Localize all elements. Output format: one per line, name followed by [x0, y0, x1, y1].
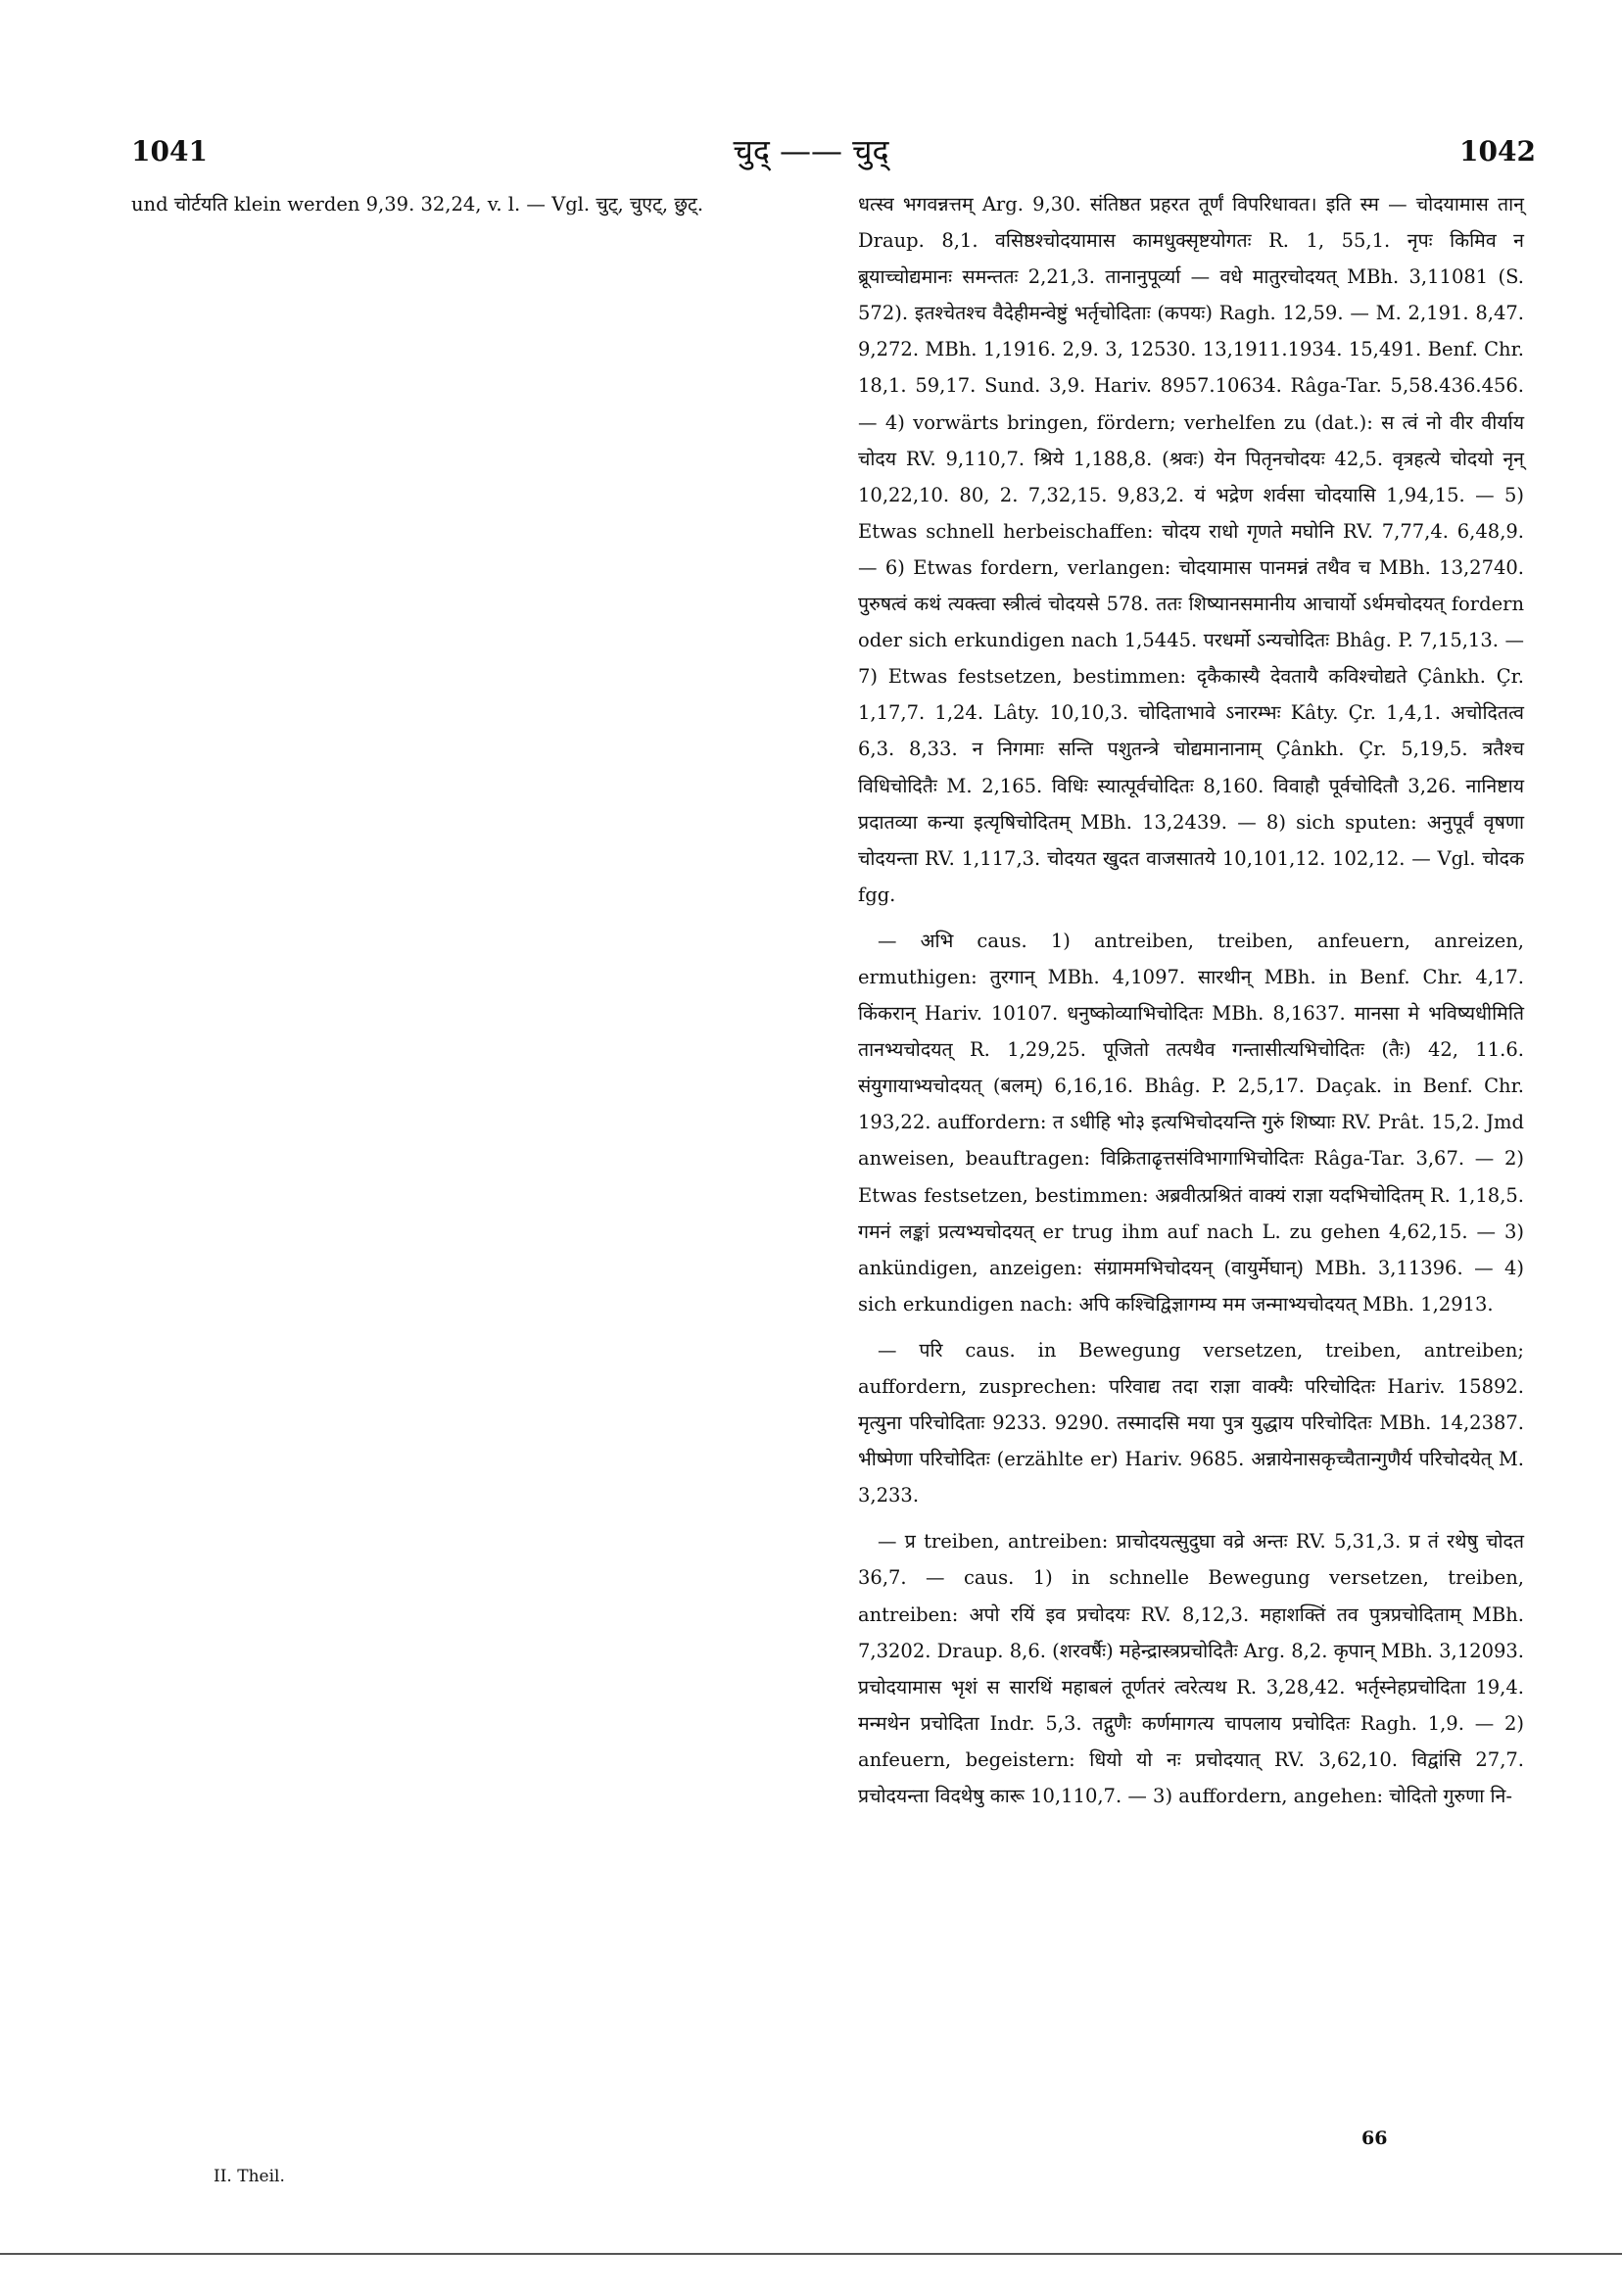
running-headword: चुद् —— चुद् — [733, 132, 889, 169]
entry-continuation: und चोर्टयति klein werden 9,39. 32,24, v. l. — Vgl. चुट्, चुएट्, छुट्. — [131, 193, 704, 215]
entry-continuation-right: धत्स्व भगवन्नत्तम् Arg. 9,30. संतिष्ठत प्रहरत तूर्णं विपरिधावत। इति स्म — चोदयामास तान् Draup. 8,1. वसिष्ठश्चोदयामास कामधुक्सृष्टयोगतः R. 1, 55,1. नृपः किमिव न ब्रूयाच्चोद्यमानः समन्ततः 2,21,3. तानानुपूर्व्या — वधे मातुरचोदयत् MBh. 3,11081 (S. 572). इतश्चेतश्च वैदेहीमन्वेष्टुं भर्तृचोदिताः (कपयः) Ragh. 12,59. — M. 2,191. 8,47. 9,272. MBh. 1,1916. 2,9. 3, 12530. 13,1911.1934. 15,491. Benf. Chr. 18,1. 59,17. Sund. 3,9. Hariv. 8957.10634. Râga-Tar. 5,58.436.456. — 4) vorwärts bringen, fördern; verhelfen zu (dat.): स त्वं नो वीर वीर्याय चोदय RV. 9,110,7. श्रिये 1,188,8. (श्रवः) येन पितृनचोदयः 42,5. वृत्रहत्ये चोदयो नृन् 10,22,10. 80, 2. 7,32,15. 9,83,2. यं भद्रेण शर्वसा चोदयासि 1,94,15. — 5) Etwas schnell herbeischaffen: चोदय राधो गृणते मघोनि RV. 7,77,4. 6,48,9. — 6) Etwas fordern, verlangen: चोदयामास पानमन्नं तथैव च MBh. 13,2740. पुरुषत्वं कथं त्यक्त्वा स्त्रीत्वं चोदयसे 578. ततः शिष्यानसमानीय आचार्यो ऽर्थमचोदयत् fordern oder sich erkundigen nach 1,5445. परधर्मो ऽन्यचोदितः Bhâg. P. 7,15,13. — 7) Etwas festsetzen, bestimmen: दृकैकास्यै देवतायै कविश्चोद्यते Çânkh. Çr. 1,17,7. 1,24. Lâty. 10,10,3. चोदिताभावे ऽनारम्भः Kâty. Çr. 1,4,1. अचोदितत्व 6,3. 8,33. न निगमाः सन्ति पशुतन्त्रे चोद्यमानानाम् Çânkh. Çr. 5,19,5. त्रतैश्च विधिचोदितैः M. 2,165. विधिः स्यात्पूर्वचोदितः 8,160. विवाहौ पूर्वचोदितौ 3,26. नानिष्टाय प्रदातव्या कन्या इत्यृषिचोदितम् MBh. 13,2439. — 8) sich sputen: अनुपूर्वं वृषणा चोदयन्ता RV. 1,117,3. चोदयत खुदत वाजसातये 10,101,12. 102,12. — Vgl. चोदक fgg. — [858, 193, 1524, 906]
left-column — [131, 186, 797, 222]
entry-pari: — परि caus. in Bewegung versetzen, treiben, antreiben; auffordern, zusprechen: परिवाद्य तदा राज्ञा वाक्यैः परिचोदितः Hariv. 15892. मृत्युना परिचोदिताः 9233. 9290. तस्मादसि मया पुत्र युद्धाय परिचोदितः MBh. 14,2387. भीष्मेणा परिचोदितः (erzählte er) Hariv. 9685. अन्नायेनासकृच्चैतान्गुणैर्य परिचोदयेत् M. 3,233. — [858, 1338, 1524, 1507]
entry-pra: — प्र treiben, antreiben: प्राचोदयत्सुदुघा वव्रे अन्तः RV. 5,31,3. प्र तं रथेषु चोदत 36,7. — caus. 1) in schnelle Bewegung versetzen, treiben, antreiben: अपो रयिं इव प्रचोदयः RV. 8,12,3. महाशक्तिं तव पुत्रप्रचोदिताम् MBh. 7,3202. Draup. 8,6. (शरवर्षैः) महेन्द्रास्त्रप्रचोदितैः Arg. 8,2. कृपान् MBh. 3,12093. प्रचोदयामास भृशं स सारथिं महाबलं तूर्णतरं त्वरेत्यथ R. 3,28,42. भर्तृस्नेहप्रचोदिता 19,4. मन्मथेन प्रचोदिता Indr. 5,3. तद्गुणैः कर्णमागत्य चापलाय प्रचोदितः Ragh. 1,9. — 2) anfeuern, begeistern: धियो यो नः प्रचोदयात् RV. 3,62,10. विद्वांसि 27,7. प्रचोदयन्ता विदथेषु कारू 10,110,7. — 3) auffordern, angehen: चोदितो गुरुणा नि- — [858, 1530, 1524, 1808]
page-number-left: 1041 — [131, 135, 208, 167]
bottom-rule — [0, 2253, 1622, 2255]
right-column — [858, 186, 1524, 1814]
page-number-right: 1042 — [1459, 135, 1536, 167]
volume-label: II. Theil. — [214, 2167, 285, 2186]
signature-mark: 66 — [1361, 2128, 1388, 2149]
entry-abhi: — अभि caus. 1) antreiben, treiben, anfeuern, anreizen, ermuthigen: तुरगान् MBh. 4,1097. सारथीन् MBh. in Benf. Chr. 4,17. किंकरान् Hariv. 10107. धनुष्कोव्याभिचोदितः MBh. 8,1637. मानसा मे भविष्यधीमिति तानभ्यचोदयत् R. 1,29,25. पूजितो तत्पथैव गन्तासीत्यभिचोदितः (तैः) 42, 11.6. संयुगायाभ्यचोदयत् (बलम्) 6,16,16. Bhâg. P. 2,5,17. Daçak. in Benf. Chr. 193,22. auffordern: त ऽधीहि भो३ इत्यभिचोदयन्ति गुरुं शिष्याः RV. Prât. 15,2. Jmd anweisen, beauftragen: विक्रिताढृत्तसंविभागाभिचोदितः Râga-Tar. 3,67. — 2) Etwas festsetzen, bestimmen: अब्रवीत्प्रश्रितं वाक्यं राज्ञा यदभिचोदितम् R. 1,18,5. गमनं लङ्कां प्रत्यभ्यचोदयत् er trug ihm auf nach L. zu gehen 4,62,15. — 3) ankündigen, anzeigen: संग्राममभिचोदयन् (वायुर्मेघान्) MBh. 3,11396. — 4) sich erkundigen nach: अपि कश्चिद्विज्ञागम्य मम जन्माभ्यचोदयत् MBh. 1,2913. — [858, 929, 1524, 1315]
